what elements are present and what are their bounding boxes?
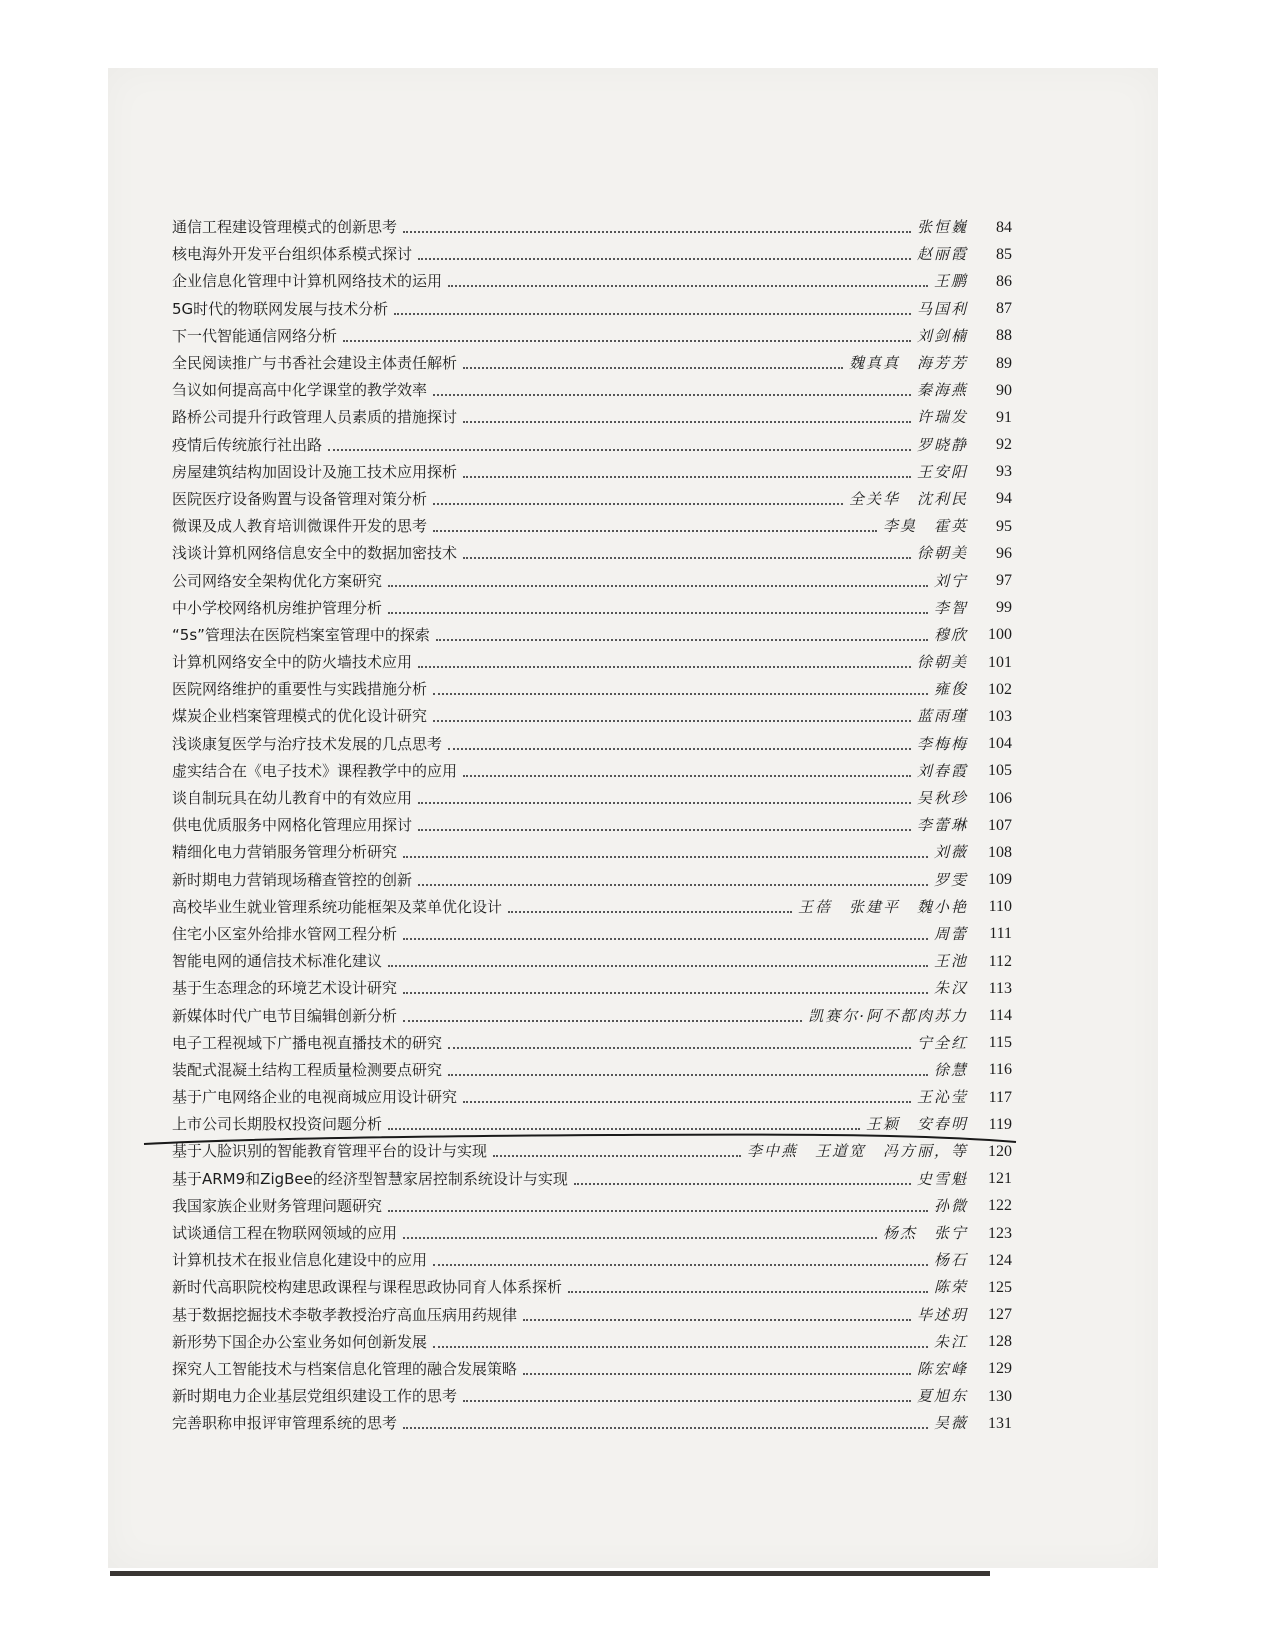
toc-entry bbox=[172, 1030, 1012, 1057]
dot-leader bbox=[448, 1073, 928, 1076]
toc-entry bbox=[172, 1220, 1012, 1247]
toc-entry bbox=[172, 268, 1012, 295]
toc-entry bbox=[172, 1057, 1012, 1084]
toc-entry-title: 公司网络安全架构优化方案研究 bbox=[172, 571, 383, 590]
toc-entry-author: 穆欣 bbox=[933, 625, 968, 644]
toc-entry bbox=[172, 486, 1012, 513]
dot-leader bbox=[508, 910, 792, 913]
toc-entry bbox=[172, 1002, 1012, 1029]
dot-leader bbox=[403, 1236, 877, 1239]
toc-entry-page-number: 107 bbox=[988, 816, 1012, 834]
dot-leader bbox=[403, 1426, 928, 1429]
dot-leader bbox=[448, 1046, 911, 1049]
toc-entry-author: 王安阳 bbox=[916, 462, 968, 481]
dot-leader bbox=[463, 556, 911, 559]
toc-entry-title: 全民阅读推广与书香社会建设主体责任解析 bbox=[172, 354, 458, 373]
toc-entry-author: 朱汉 bbox=[933, 979, 968, 998]
dot-leader bbox=[418, 883, 928, 886]
toc-entry-author: 朱江 bbox=[933, 1332, 968, 1351]
dot-leader bbox=[463, 1399, 911, 1402]
dot-leader bbox=[523, 1372, 911, 1375]
toc-entry-page-number: 103 bbox=[988, 707, 1012, 725]
toc-entry-title: 中小学校网络机房维护管理分析 bbox=[172, 598, 383, 617]
toc-entry-title: 上市公司长期股权投资问题分析 bbox=[172, 1115, 383, 1134]
toc-entry-page-number: 96 bbox=[996, 544, 1012, 562]
dot-leader bbox=[343, 339, 911, 342]
toc-entry-page-number: 124 bbox=[988, 1251, 1012, 1269]
dot-leader bbox=[403, 855, 928, 858]
toc-entry-author: 陈荣 bbox=[933, 1278, 968, 1297]
toc-entry bbox=[172, 432, 1012, 459]
toc-entry bbox=[172, 1138, 1012, 1165]
toc-entry bbox=[172, 404, 1012, 431]
toc-entry bbox=[172, 350, 1012, 377]
toc-entry bbox=[172, 1356, 1012, 1383]
toc-entry-author: 李梅梅 bbox=[916, 734, 968, 753]
dot-leader bbox=[388, 1127, 860, 1130]
toc-entry-title: 新时期电力企业基层党组织建设工作的思考 bbox=[172, 1387, 458, 1406]
dot-leader bbox=[433, 719, 911, 722]
dot-leader bbox=[433, 393, 911, 396]
toc-entry-title: 基于数据挖掘技术李敬孝教授治疗高血压病用药规律 bbox=[172, 1305, 518, 1324]
toc-entry-page-number: 109 bbox=[988, 871, 1012, 889]
toc-entry bbox=[172, 812, 1012, 839]
toc-entry-author: 王颖 安春明 bbox=[865, 1115, 968, 1134]
toc-entry bbox=[172, 1383, 1012, 1410]
dot-leader bbox=[568, 1290, 928, 1293]
toc-entry-page-number: 99 bbox=[996, 599, 1012, 617]
toc-entry-title: 试谈通信工程在物联网领域的应用 bbox=[172, 1224, 398, 1243]
toc-entry-page-number: 119 bbox=[988, 1115, 1012, 1133]
dot-leader bbox=[433, 1263, 928, 1266]
toc-entry-author: 周蕾 bbox=[933, 924, 968, 943]
toc-entry-author: 李智 bbox=[933, 598, 968, 617]
dot-leader bbox=[403, 230, 911, 233]
toc-entry-page-number: 106 bbox=[988, 789, 1012, 807]
toc-entry-author: 王沁莹 bbox=[916, 1088, 968, 1107]
toc-entry-title: 智能电网的通信技术标准化建议 bbox=[172, 952, 383, 971]
toc-entry-author: 毕述玥 bbox=[916, 1305, 968, 1324]
toc-entry bbox=[172, 214, 1012, 241]
toc-entry-author: 王鹏 bbox=[933, 272, 968, 291]
toc-entry bbox=[172, 948, 1012, 975]
dot-leader bbox=[403, 991, 928, 994]
toc-entry-page-number: 128 bbox=[988, 1333, 1012, 1351]
toc-entry-author: 李中燕 王道宽 冯方丽，等 bbox=[746, 1142, 968, 1161]
toc-entry-author: 全关华 沈利民 bbox=[848, 489, 968, 508]
dot-leader bbox=[328, 448, 911, 451]
toc-entry-title: 供电优质服务中网格化管理应用探讨 bbox=[172, 816, 413, 835]
dot-leader bbox=[433, 502, 843, 505]
toc-entry bbox=[172, 1193, 1012, 1220]
toc-entry-author: 徐朝美 bbox=[916, 653, 968, 672]
toc-entry-page-number: 122 bbox=[988, 1197, 1012, 1215]
toc-entry-page-number: 125 bbox=[988, 1278, 1012, 1296]
toc-entry-author: 张恒巍 bbox=[916, 218, 968, 237]
dot-leader bbox=[493, 1154, 741, 1157]
toc-entry-page-number: 127 bbox=[988, 1306, 1012, 1324]
toc-entry bbox=[172, 839, 1012, 866]
toc-entry-page-number: 108 bbox=[988, 843, 1012, 861]
dot-leader bbox=[394, 312, 911, 315]
toc-entry-title: 基于广电网络企业的电视商城应用设计研究 bbox=[172, 1088, 458, 1107]
toc-entry-page-number: 110 bbox=[988, 898, 1012, 916]
toc-entry-page-number: 121 bbox=[988, 1170, 1012, 1188]
toc-entry-author: 史雪魁 bbox=[916, 1169, 968, 1188]
toc-entry-title: 煤炭企业档案管理模式的优化设计研究 bbox=[172, 707, 428, 726]
toc-entry-title: 浅谈计算机网络信息安全中的数据加密技术 bbox=[172, 544, 458, 563]
dot-leader bbox=[388, 584, 928, 587]
toc-entry-title: 5G时代的物联网发展与技术分析 bbox=[172, 299, 389, 318]
page-bottom-edge bbox=[110, 1571, 990, 1576]
toc-entry-title: 基于生态理念的环境艺术设计研究 bbox=[172, 979, 398, 998]
toc-entry-author: 许瑞发 bbox=[916, 408, 968, 427]
toc-entry-author: 秦海燕 bbox=[916, 381, 968, 400]
toc-entry-author: 夏旭东 bbox=[916, 1387, 968, 1406]
dot-leader bbox=[433, 692, 928, 695]
toc-entry-page-number: 117 bbox=[988, 1088, 1012, 1106]
toc-entry-author: 马国利 bbox=[916, 299, 968, 318]
toc-entry bbox=[172, 1111, 1012, 1138]
dot-leader bbox=[418, 665, 911, 668]
dot-leader bbox=[463, 475, 911, 478]
toc-entry bbox=[172, 540, 1012, 567]
toc-entry-author: 王池 bbox=[933, 952, 968, 971]
toc-entry-title: 新形势下国企办公室业务如何创新发展 bbox=[172, 1332, 428, 1351]
toc-entry bbox=[172, 1274, 1012, 1301]
toc-entry-page-number: 112 bbox=[988, 952, 1012, 970]
toc-entry-page-number: 91 bbox=[996, 408, 1012, 426]
toc-entry-page-number: 105 bbox=[988, 762, 1012, 780]
toc-entry-author: 孙微 bbox=[933, 1196, 968, 1215]
toc-entry-author: 杨杰 张宁 bbox=[882, 1224, 968, 1243]
dot-leader bbox=[388, 964, 928, 967]
toc-entry bbox=[172, 676, 1012, 703]
toc-entry-page-number: 84 bbox=[996, 218, 1012, 236]
toc-entry-title: 高校毕业生就业管理系统功能框架及菜单优化设计 bbox=[172, 897, 503, 916]
toc-entry bbox=[172, 296, 1012, 323]
toc-entry-title: 基于人脸识别的智能教育管理平台的设计与实现 bbox=[172, 1142, 488, 1161]
toc-entry bbox=[172, 1084, 1012, 1111]
toc-entry bbox=[172, 703, 1012, 730]
toc-entry bbox=[172, 785, 1012, 812]
toc-entry-page-number: 102 bbox=[988, 680, 1012, 698]
toc-entry-page-number: 120 bbox=[988, 1142, 1012, 1160]
dot-leader bbox=[403, 1019, 802, 1022]
toc-entry-title: 微课及成人教育培训微课件开发的思考 bbox=[172, 517, 428, 536]
toc-entry-page-number: 100 bbox=[988, 626, 1012, 644]
toc-entry bbox=[172, 731, 1012, 758]
dot-leader bbox=[433, 1345, 928, 1348]
toc-entry bbox=[172, 758, 1012, 785]
toc-entry bbox=[172, 1247, 1012, 1274]
toc-entry-page-number: 104 bbox=[988, 735, 1012, 753]
toc-entry bbox=[172, 921, 1012, 948]
toc-entry-author: 刘薇 bbox=[933, 843, 968, 862]
toc-entry-page-number: 111 bbox=[989, 925, 1012, 943]
toc-entry-title: 我国家族企业财务管理问题研究 bbox=[172, 1196, 383, 1215]
dot-leader bbox=[436, 638, 928, 641]
toc-entry-page-number: 89 bbox=[996, 354, 1012, 372]
toc-entry-author: 罗雯 bbox=[933, 870, 968, 889]
dot-leader bbox=[433, 529, 877, 532]
toc-entry bbox=[172, 1329, 1012, 1356]
toc-entry bbox=[172, 1410, 1012, 1437]
toc-entry-title: 基于ARM9和ZigBee的经济型智慧家居控制系统设计与实现 bbox=[172, 1169, 568, 1188]
toc-entry-title: 虚实结合在《电子技术》课程教学中的应用 bbox=[172, 761, 458, 780]
dot-leader bbox=[523, 1318, 911, 1321]
toc-entry-title: 新时代高职院校构建思政课程与课程思政协同育人体系探析 bbox=[172, 1278, 563, 1297]
toc-entry bbox=[172, 567, 1012, 594]
toc-entry-author: 陈宏峰 bbox=[916, 1359, 968, 1378]
toc-entry-title: 核电海外开发平台组织体系模式探讨 bbox=[172, 245, 413, 264]
toc-entry-title: 装配式混凝土结构工程质量检测要点研究 bbox=[172, 1060, 443, 1079]
toc-entry-title: 精细化电力营销服务管理分析研究 bbox=[172, 843, 398, 862]
toc-entry-page-number: 94 bbox=[996, 490, 1012, 508]
toc-entry-author: 徐朝美 bbox=[916, 544, 968, 563]
toc-entry bbox=[172, 867, 1012, 894]
dot-leader bbox=[463, 774, 911, 777]
toc-entry-title: 浅谈康复医学与治疗技术发展的几点思考 bbox=[172, 734, 443, 753]
toc-entry-title: 医院医疗设备购置与设备管理对策分析 bbox=[172, 489, 428, 508]
toc-entry bbox=[172, 377, 1012, 404]
toc-entry-title: 住宅小区室外给排水管网工程分析 bbox=[172, 924, 398, 943]
toc-entry-title: 探究人工智能技术与档案信息化管理的融合发展策略 bbox=[172, 1359, 518, 1378]
toc-entry-page-number: 85 bbox=[996, 245, 1012, 263]
toc-entry-page-number: 86 bbox=[996, 272, 1012, 290]
toc-entry bbox=[172, 622, 1012, 649]
toc-entry bbox=[172, 595, 1012, 622]
toc-entry-page-number: 87 bbox=[996, 300, 1012, 318]
toc-entry-title: 新时期电力营销现场稽查管控的创新 bbox=[172, 870, 413, 889]
toc-entry-title: 疫情后传统旅行社出路 bbox=[172, 435, 323, 454]
toc-entry-title: 谈自制玩具在幼儿教育中的有效应用 bbox=[172, 789, 413, 808]
dot-leader bbox=[463, 366, 843, 369]
dot-leader bbox=[403, 937, 928, 940]
toc-entry-page-number: 95 bbox=[996, 517, 1012, 535]
toc-entry bbox=[172, 513, 1012, 540]
toc-entry-title: 计算机网络安全中的防火墙技术应用 bbox=[172, 653, 413, 672]
toc-entry-page-number: 123 bbox=[988, 1224, 1012, 1242]
dot-leader bbox=[463, 420, 911, 423]
toc-entry-title: 医院网络维护的重要性与实践措施分析 bbox=[172, 680, 428, 699]
toc-entry-author: 赵丽霞 bbox=[916, 245, 968, 264]
toc-entry-author: 李蕾琳 bbox=[916, 816, 968, 835]
dot-leader bbox=[418, 828, 911, 831]
dot-leader bbox=[388, 1209, 928, 1212]
toc-entry-title: 房屋建筑结构加固设计及施工技术应用探析 bbox=[172, 462, 458, 481]
toc-entry-page-number: 130 bbox=[988, 1387, 1012, 1405]
toc-entry-author: 吴薇 bbox=[933, 1414, 968, 1433]
toc-entry-page-number: 93 bbox=[996, 463, 1012, 481]
dot-leader bbox=[574, 1182, 911, 1185]
table-of-contents bbox=[172, 214, 1012, 1437]
toc-entry-page-number: 90 bbox=[996, 381, 1012, 399]
toc-entry-page-number: 116 bbox=[988, 1061, 1012, 1079]
toc-entry-page-number: 97 bbox=[996, 572, 1012, 590]
dot-leader bbox=[448, 284, 928, 287]
toc-entry-title: 电子工程视域下广播电视直播技术的研究 bbox=[172, 1033, 443, 1052]
toc-entry-title: 路桥公司提升行政管理人员素质的措施探讨 bbox=[172, 408, 458, 427]
toc-entry-author: 刘春霞 bbox=[916, 761, 968, 780]
toc-entry bbox=[172, 649, 1012, 676]
toc-entry-author: 魏真真 海芳芳 bbox=[848, 354, 968, 373]
toc-entry bbox=[172, 975, 1012, 1002]
dot-leader bbox=[448, 747, 911, 750]
toc-entry-page-number: 115 bbox=[988, 1034, 1012, 1052]
toc-entry-title: 新媒体时代广电节目编辑创新分析 bbox=[172, 1006, 398, 1025]
toc-entry bbox=[172, 894, 1012, 921]
toc-entry-page-number: 113 bbox=[988, 979, 1012, 997]
toc-entry-author: 刘宁 bbox=[933, 571, 968, 590]
toc-entry bbox=[172, 1166, 1012, 1193]
dot-leader bbox=[418, 801, 911, 804]
dot-leader bbox=[463, 1100, 911, 1103]
dot-leader bbox=[388, 611, 928, 614]
toc-entry-author: 宁全红 bbox=[916, 1033, 968, 1052]
toc-entry-author: 李臭 霍英 bbox=[882, 517, 968, 536]
toc-entry-page-number: 101 bbox=[988, 653, 1012, 671]
toc-entry-title: 企业信息化管理中计算机网络技术的运用 bbox=[172, 272, 443, 291]
toc-entry-page-number: 88 bbox=[996, 327, 1012, 345]
toc-entry-title: 下一代智能通信网络分析 bbox=[172, 326, 338, 345]
toc-entry-page-number: 131 bbox=[988, 1414, 1012, 1432]
toc-entry-author: 吴秋珍 bbox=[916, 789, 968, 808]
toc-entry bbox=[172, 323, 1012, 350]
toc-entry-author: 罗晓静 bbox=[916, 435, 968, 454]
toc-entry-page-number: 129 bbox=[988, 1360, 1012, 1378]
toc-entry-title: 计算机技术在报业信息化建设中的应用 bbox=[172, 1251, 428, 1270]
toc-entry-title: 完善职称申报评审管理系统的思考 bbox=[172, 1414, 398, 1433]
toc-entry-page-number: 114 bbox=[988, 1007, 1012, 1025]
toc-entry-author: 凯赛尔·阿不都肉苏力 bbox=[808, 1006, 968, 1025]
toc-entry bbox=[172, 459, 1012, 486]
toc-entry-author: 雍俊 bbox=[933, 680, 968, 699]
toc-entry-title: 通信工程建设管理模式的创新思考 bbox=[172, 218, 398, 237]
toc-entry-author: 刘剑楠 bbox=[916, 326, 968, 345]
toc-entry bbox=[172, 241, 1012, 268]
toc-entry-author: 徐慧 bbox=[933, 1060, 968, 1079]
toc-entry bbox=[172, 1302, 1012, 1329]
toc-entry-author: 蓝雨瑾 bbox=[916, 707, 968, 726]
toc-entry-author: 杨石 bbox=[933, 1251, 968, 1270]
toc-entry-author: 王蓓 张建平 魏小艳 bbox=[797, 897, 968, 916]
dot-leader bbox=[418, 257, 911, 260]
toc-entry-page-number: 92 bbox=[996, 436, 1012, 454]
toc-entry-title: 刍议如何提高高中化学课堂的教学效率 bbox=[172, 381, 428, 400]
toc-entry-title: “5s”管理法在医院档案室管理中的探索 bbox=[172, 625, 430, 644]
